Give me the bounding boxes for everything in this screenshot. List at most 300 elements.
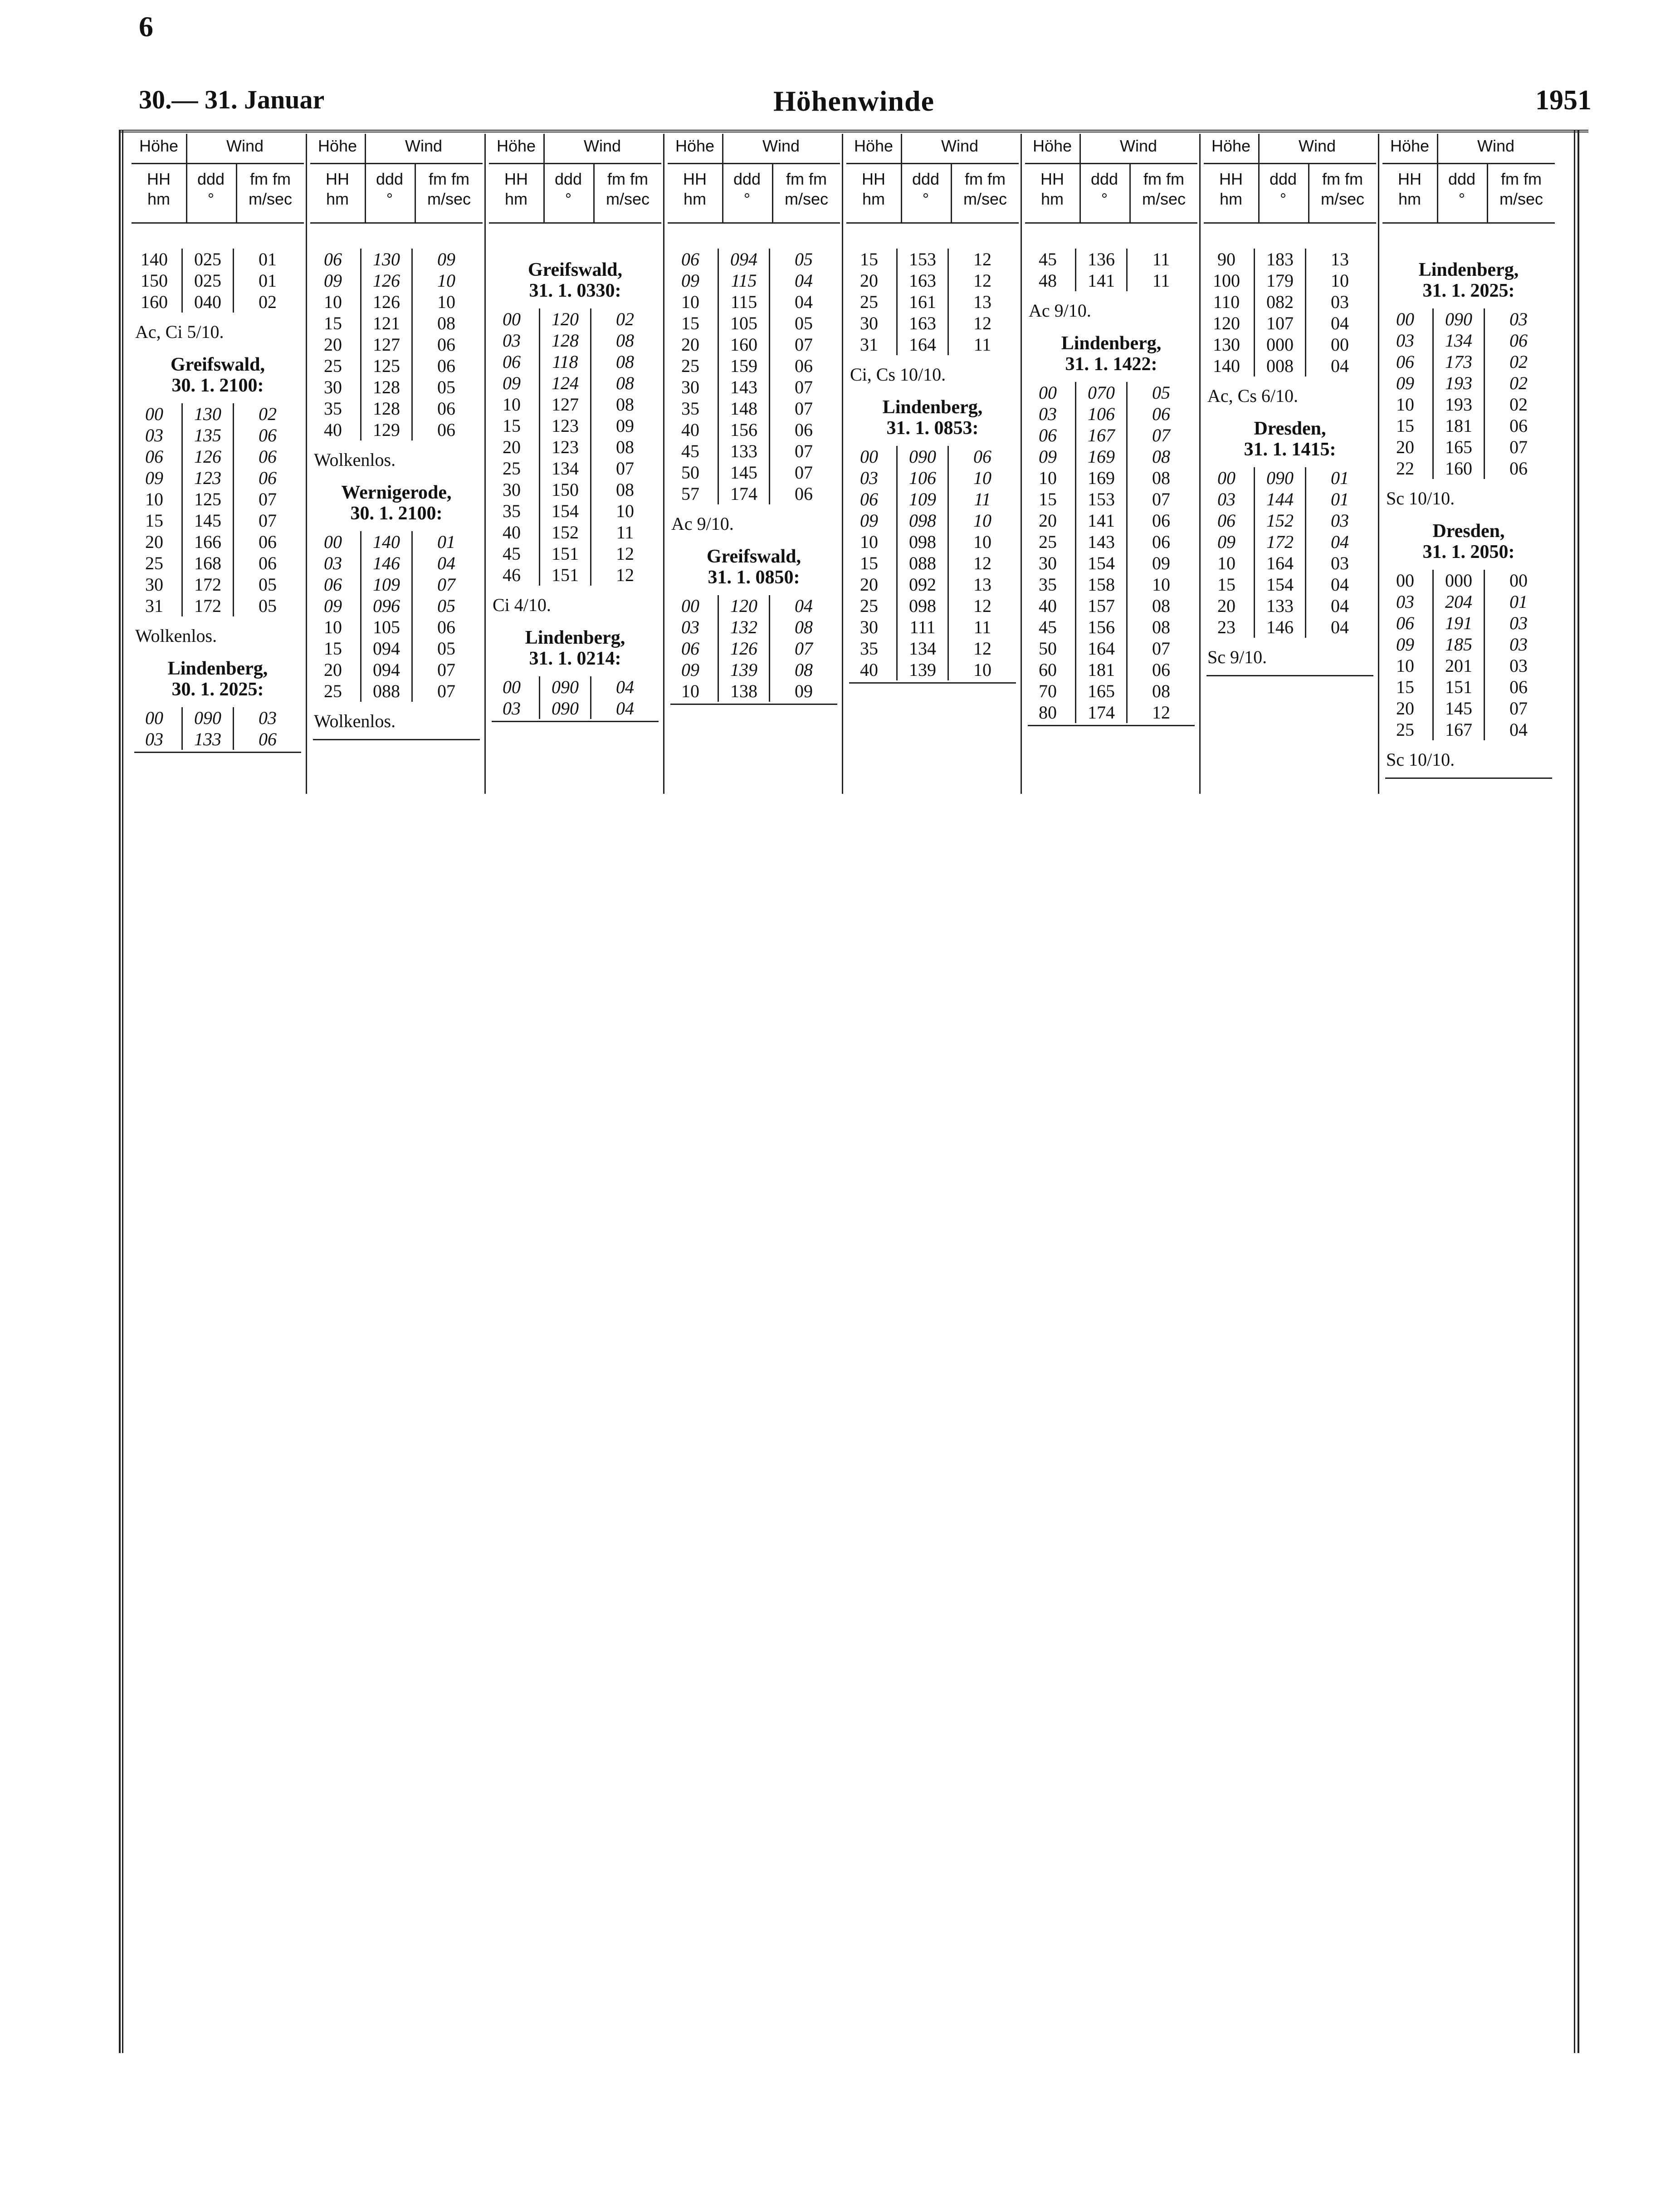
height-hm: 09 bbox=[503, 373, 521, 393]
column-header bbox=[489, 134, 661, 224]
direction-ddd: 109 bbox=[896, 489, 949, 510]
table-row bbox=[1382, 698, 1555, 719]
speed-msec: 03 bbox=[1331, 510, 1349, 531]
speed-msec: 08 bbox=[1152, 446, 1170, 467]
station-time: 31. 1. 0850: bbox=[708, 567, 800, 588]
speed-msec: 08 bbox=[616, 437, 634, 457]
speed-msec: 04 bbox=[1509, 719, 1528, 740]
header-divider bbox=[365, 134, 366, 222]
height-hm: 15 bbox=[1039, 489, 1057, 509]
direction-ddd: 153 bbox=[896, 249, 949, 270]
direction-ddd: 152 bbox=[1254, 510, 1306, 531]
direction-ddd: 106 bbox=[896, 467, 949, 489]
speed-msec: 06 bbox=[259, 425, 277, 445]
table-row bbox=[1025, 574, 1197, 595]
direction-ddd: 133 bbox=[718, 440, 770, 462]
height-hm: 03 bbox=[503, 698, 521, 719]
table-row bbox=[310, 313, 483, 334]
direction-ddd: 092 bbox=[896, 574, 949, 595]
direction-ddd: 125 bbox=[181, 489, 234, 510]
height-hm: 06 bbox=[145, 446, 163, 467]
header-fm bbox=[773, 169, 840, 209]
header-fm bbox=[1130, 169, 1197, 209]
cloud-note: Sc 9/10. bbox=[1207, 647, 1267, 667]
cloud-note: Ci, Cs 10/10. bbox=[850, 364, 946, 385]
height-hm: 22 bbox=[1396, 458, 1414, 479]
height-hm: 48 bbox=[1039, 270, 1057, 291]
height-hm: 10 bbox=[1039, 468, 1057, 488]
table-row bbox=[1382, 308, 1555, 330]
table-row bbox=[846, 531, 1019, 552]
height-hm: 45 bbox=[1039, 617, 1057, 637]
height-hm: 120 bbox=[1213, 313, 1240, 333]
height-hm: 20 bbox=[1039, 510, 1057, 531]
table-column bbox=[489, 134, 661, 796]
header-fm bbox=[1488, 169, 1555, 209]
speed-msec: 07 bbox=[1509, 698, 1528, 719]
header-divider bbox=[1204, 163, 1376, 164]
speed-msec: 05 bbox=[437, 377, 455, 397]
direction-ddd: 070 bbox=[1075, 382, 1128, 403]
station-name: Lindenberg, bbox=[167, 658, 268, 679]
header-hh bbox=[1382, 169, 1437, 209]
height-hm: 35 bbox=[1039, 574, 1057, 595]
direction-ddd: 130 bbox=[360, 249, 413, 270]
height-hm: 10 bbox=[1396, 655, 1414, 676]
height-hm: 20 bbox=[1396, 437, 1414, 457]
direction-ddd: 193 bbox=[1432, 372, 1485, 394]
table-row bbox=[846, 552, 1019, 574]
direction-ddd: 172 bbox=[181, 574, 234, 595]
speed-msec: 07 bbox=[437, 681, 455, 701]
speed-msec: 09 bbox=[616, 416, 634, 436]
column-end-rule bbox=[492, 721, 659, 722]
height-hm: 03 bbox=[145, 729, 163, 749]
header-degree-unit: ° bbox=[743, 190, 751, 208]
height-hm: 46 bbox=[503, 565, 521, 585]
height-hm: 25 bbox=[1396, 719, 1414, 740]
station-heading bbox=[132, 354, 304, 396]
direction-ddd: 123 bbox=[539, 415, 591, 436]
height-hm: 20 bbox=[503, 437, 521, 457]
table-frame-top bbox=[119, 130, 1588, 132]
speed-msec: 05 bbox=[259, 596, 277, 616]
header-hh bbox=[1025, 169, 1079, 209]
table-row bbox=[1025, 510, 1197, 531]
direction-ddd: 181 bbox=[1075, 659, 1128, 680]
header-ddd-label: ddd bbox=[376, 170, 404, 188]
header-ddd bbox=[722, 169, 772, 209]
column-end-rule bbox=[1028, 725, 1195, 726]
header-divider bbox=[772, 163, 773, 222]
height-hm: 25 bbox=[681, 356, 699, 376]
height-hm: 20 bbox=[1396, 698, 1414, 719]
table-row bbox=[1025, 489, 1197, 510]
speed-msec: 10 bbox=[437, 292, 455, 312]
speed-msec: 06 bbox=[437, 398, 455, 419]
table-row bbox=[310, 376, 483, 398]
direction-ddd: 123 bbox=[181, 467, 234, 489]
table-row bbox=[1204, 313, 1376, 334]
table-row bbox=[1204, 574, 1376, 595]
table-row bbox=[668, 638, 840, 659]
table-row bbox=[132, 249, 304, 270]
speed-msec: 04 bbox=[1331, 596, 1349, 616]
height-hm: 20 bbox=[681, 334, 699, 355]
table-frame-right bbox=[1574, 130, 1579, 2053]
header-fm bbox=[594, 169, 661, 209]
table-row bbox=[1025, 531, 1197, 552]
table-row bbox=[489, 676, 661, 698]
header-hm-unit: hm bbox=[862, 190, 885, 208]
header-ddd-label: ddd bbox=[1269, 170, 1297, 188]
table-column bbox=[1382, 134, 1555, 796]
header-divider bbox=[1487, 163, 1488, 222]
direction-ddd: 090 bbox=[1254, 467, 1306, 489]
header-divider bbox=[310, 163, 483, 164]
table-row bbox=[310, 355, 483, 376]
speed-msec: 06 bbox=[437, 617, 455, 637]
station-heading bbox=[489, 259, 661, 301]
speed-msec: 07 bbox=[259, 510, 277, 531]
height-hm: 110 bbox=[1213, 292, 1240, 312]
height-hm: 06 bbox=[1396, 352, 1414, 372]
table-row bbox=[1382, 676, 1555, 698]
direction-ddd: 127 bbox=[360, 334, 413, 355]
table-row bbox=[1204, 334, 1376, 355]
direction-ddd: 145 bbox=[181, 510, 234, 531]
direction-ddd: 082 bbox=[1254, 291, 1306, 313]
height-hm: 80 bbox=[1039, 702, 1057, 723]
table-row bbox=[132, 510, 304, 531]
table-row bbox=[1204, 595, 1376, 616]
cloud-note: Ac, Ci 5/10. bbox=[135, 322, 224, 342]
page-number: 6 bbox=[139, 10, 153, 43]
height-hm: 00 bbox=[503, 309, 521, 329]
direction-ddd: 151 bbox=[539, 564, 591, 586]
direction-ddd: 109 bbox=[360, 574, 413, 595]
height-hm: 30 bbox=[860, 313, 878, 333]
direction-ddd: 124 bbox=[539, 372, 591, 394]
direction-ddd: 156 bbox=[718, 419, 770, 440]
direction-ddd: 040 bbox=[181, 291, 234, 313]
table-row bbox=[1025, 702, 1197, 723]
speed-msec: 10 bbox=[973, 510, 991, 531]
direction-ddd: 151 bbox=[539, 543, 591, 564]
table-row bbox=[1382, 372, 1555, 394]
header-msec-unit: m/sec bbox=[784, 190, 828, 208]
direction-ddd: 160 bbox=[718, 334, 770, 355]
speed-msec: 03 bbox=[1509, 634, 1528, 655]
header-hh-label: HH bbox=[862, 170, 885, 188]
direction-ddd: 141 bbox=[1075, 270, 1128, 291]
header-hoehe: Höhe bbox=[1390, 137, 1430, 155]
speed-msec: 06 bbox=[1509, 416, 1528, 436]
header-hh-label: HH bbox=[1398, 170, 1421, 188]
header-degree-unit: ° bbox=[565, 190, 572, 208]
column-body bbox=[846, 224, 1019, 684]
height-hm: 20 bbox=[145, 532, 163, 552]
header-ddd-label: ddd bbox=[1448, 170, 1476, 188]
direction-ddd: 130 bbox=[181, 403, 234, 425]
speed-msec: 06 bbox=[437, 334, 455, 355]
height-hm: 09 bbox=[860, 510, 878, 531]
table-row bbox=[668, 419, 840, 440]
height-hm: 00 bbox=[145, 708, 163, 728]
station-name: Lindenberg, bbox=[882, 397, 983, 418]
header-msec-unit: m/sec bbox=[248, 190, 292, 208]
header-divider bbox=[846, 163, 1019, 164]
speed-msec: 01 bbox=[259, 249, 277, 269]
table-row bbox=[489, 436, 661, 458]
speed-msec: 12 bbox=[1152, 702, 1170, 723]
table-row bbox=[489, 415, 661, 436]
speed-msec: 07 bbox=[616, 458, 634, 479]
direction-ddd: 133 bbox=[181, 729, 234, 750]
direction-ddd: 088 bbox=[360, 680, 413, 702]
table-row bbox=[1382, 458, 1555, 479]
station-heading bbox=[1204, 418, 1376, 460]
direction-ddd: 134 bbox=[539, 458, 591, 479]
table-row bbox=[132, 291, 304, 313]
height-hm: 20 bbox=[324, 660, 342, 680]
table-row bbox=[1025, 403, 1197, 425]
speed-msec: 04 bbox=[795, 292, 813, 312]
direction-ddd: 121 bbox=[360, 313, 413, 334]
speed-msec: 07 bbox=[1152, 425, 1170, 445]
speed-msec: 08 bbox=[616, 479, 634, 500]
year: 1951 bbox=[1535, 85, 1592, 116]
direction-ddd: 173 bbox=[1432, 351, 1485, 372]
speed-msec: 02 bbox=[1509, 352, 1528, 372]
header-hoehe: Höhe bbox=[1032, 137, 1072, 155]
header-degree-unit: ° bbox=[386, 190, 393, 208]
height-hm: 40 bbox=[503, 522, 521, 543]
table-row bbox=[668, 616, 840, 638]
column-body bbox=[489, 224, 661, 722]
header-hoehe: Höhe bbox=[675, 137, 715, 155]
height-hm: 09 bbox=[1217, 532, 1236, 552]
height-hm: 150 bbox=[141, 270, 168, 291]
column-header bbox=[132, 134, 304, 224]
speed-msec: 03 bbox=[1331, 553, 1349, 573]
speed-msec: 06 bbox=[1152, 404, 1170, 424]
direction-ddd: 154 bbox=[539, 500, 591, 522]
speed-msec: 07 bbox=[795, 638, 813, 659]
table-row bbox=[489, 500, 661, 522]
height-hm: 30 bbox=[860, 617, 878, 637]
speed-msec: 07 bbox=[795, 334, 813, 355]
column-body bbox=[1382, 224, 1555, 779]
header-ddd bbox=[901, 169, 951, 209]
direction-ddd: 164 bbox=[1254, 552, 1306, 574]
table-row bbox=[310, 419, 483, 440]
speed-msec: 11 bbox=[973, 617, 991, 637]
direction-ddd: 132 bbox=[718, 616, 770, 638]
speed-msec: 00 bbox=[1509, 570, 1528, 591]
column-header bbox=[1025, 134, 1197, 224]
header-ddd-label: ddd bbox=[554, 170, 582, 188]
station-time: 31. 1. 0330: bbox=[529, 280, 621, 301]
header-wind: Wind bbox=[941, 137, 979, 155]
height-hm: 06 bbox=[681, 638, 699, 659]
height-hm: 09 bbox=[1396, 373, 1414, 393]
height-hm: 09 bbox=[1039, 446, 1057, 467]
speed-msec: 06 bbox=[437, 420, 455, 440]
height-hm: 10 bbox=[503, 394, 521, 415]
header-fm-label: fm fm bbox=[607, 170, 648, 188]
header-fm bbox=[952, 169, 1019, 209]
station-heading bbox=[1382, 259, 1555, 301]
direction-ddd: 090 bbox=[1432, 308, 1485, 330]
column-separator bbox=[306, 134, 307, 794]
speed-msec: 02 bbox=[259, 292, 277, 312]
header-hm-unit: hm bbox=[147, 190, 170, 208]
height-hm: 30 bbox=[681, 377, 699, 397]
height-hm: 50 bbox=[681, 462, 699, 483]
table-row bbox=[846, 446, 1019, 467]
height-hm: 90 bbox=[1217, 249, 1236, 269]
header-divider bbox=[132, 163, 304, 164]
direction-ddd: 126 bbox=[718, 638, 770, 659]
direction-ddd: 204 bbox=[1432, 591, 1485, 612]
column-end-rule bbox=[1385, 777, 1552, 779]
table-column bbox=[1025, 134, 1197, 796]
speed-msec: 04 bbox=[1331, 574, 1349, 595]
height-hm: 03 bbox=[1217, 489, 1236, 509]
height-hm: 10 bbox=[324, 617, 342, 637]
height-hm: 25 bbox=[324, 681, 342, 701]
height-hm: 15 bbox=[1396, 677, 1414, 697]
height-hm: 25 bbox=[860, 292, 878, 312]
station-name: Lindenberg, bbox=[525, 627, 625, 648]
table-row bbox=[1382, 591, 1555, 612]
height-hm: 15 bbox=[860, 249, 878, 269]
speed-msec: 08 bbox=[1152, 681, 1170, 701]
direction-ddd: 143 bbox=[718, 376, 770, 398]
speed-msec: 06 bbox=[259, 446, 277, 467]
header-ddd-label: ddd bbox=[912, 170, 940, 188]
header-ddd bbox=[543, 169, 593, 209]
table-row bbox=[846, 467, 1019, 489]
height-hm: 15 bbox=[324, 313, 342, 333]
table-row bbox=[132, 595, 304, 616]
header-degree-unit: ° bbox=[1280, 190, 1287, 208]
header-divider bbox=[1258, 134, 1260, 222]
direction-ddd: 174 bbox=[1075, 702, 1128, 723]
direction-ddd: 105 bbox=[718, 313, 770, 334]
header-wind: Wind bbox=[226, 137, 264, 155]
column-header bbox=[668, 134, 840, 224]
height-hm: 06 bbox=[860, 489, 878, 509]
speed-msec: 04 bbox=[795, 596, 813, 616]
header-wind: Wind bbox=[1477, 137, 1515, 155]
station-time: 31. 1. 0214: bbox=[529, 648, 621, 669]
cloud-note: Ci 4/10. bbox=[493, 595, 551, 615]
height-hm: 57 bbox=[681, 484, 699, 504]
direction-ddd: 135 bbox=[181, 425, 234, 446]
header-msec-unit: m/sec bbox=[606, 190, 650, 208]
date-range: 30.— 31. Januar bbox=[139, 85, 325, 114]
direction-ddd: 090 bbox=[539, 698, 591, 719]
table-row bbox=[668, 680, 840, 702]
speed-msec: 06 bbox=[259, 532, 277, 552]
direction-ddd: 193 bbox=[1432, 394, 1485, 415]
table-row bbox=[1204, 249, 1376, 270]
height-hm: 25 bbox=[324, 356, 342, 376]
height-hm: 10 bbox=[681, 681, 699, 701]
direction-ddd: 146 bbox=[360, 552, 413, 574]
height-hm: 25 bbox=[1039, 532, 1057, 552]
height-hm: 00 bbox=[1396, 570, 1414, 591]
direction-ddd: 126 bbox=[360, 291, 413, 313]
header-divider bbox=[236, 163, 237, 222]
table-row bbox=[310, 291, 483, 313]
direction-ddd: 098 bbox=[896, 510, 949, 531]
height-hm: 00 bbox=[145, 404, 163, 424]
direction-ddd: 169 bbox=[1075, 467, 1128, 489]
height-hm: 09 bbox=[145, 468, 163, 488]
column-header bbox=[1204, 134, 1376, 224]
speed-msec: 07 bbox=[437, 574, 455, 595]
direction-ddd: 167 bbox=[1432, 719, 1485, 740]
height-hm: 09 bbox=[324, 596, 342, 616]
table-row bbox=[489, 564, 661, 586]
speed-msec: 09 bbox=[795, 681, 813, 701]
height-hm: 06 bbox=[324, 574, 342, 595]
height-hm: 31 bbox=[860, 334, 878, 355]
direction-ddd: 141 bbox=[1075, 510, 1128, 531]
station-name: Dresden, bbox=[1432, 521, 1505, 542]
direction-ddd: 143 bbox=[1075, 531, 1128, 552]
table-row bbox=[132, 552, 304, 574]
column-header bbox=[1382, 134, 1555, 224]
direction-ddd: 183 bbox=[1254, 249, 1306, 270]
height-hm: 20 bbox=[324, 334, 342, 355]
speed-msec: 06 bbox=[1152, 510, 1170, 531]
station-time: 31. 1. 1422: bbox=[1065, 354, 1157, 375]
direction-ddd: 090 bbox=[181, 707, 234, 729]
station-heading bbox=[489, 627, 661, 669]
height-hm: 140 bbox=[141, 249, 168, 269]
height-hm: 160 bbox=[141, 292, 168, 312]
speed-msec: 08 bbox=[616, 373, 634, 393]
height-hm: 30 bbox=[503, 479, 521, 500]
direction-ddd: 160 bbox=[1432, 458, 1485, 479]
height-hm: 20 bbox=[860, 574, 878, 595]
table-row bbox=[1204, 467, 1376, 489]
height-hm: 40 bbox=[324, 420, 342, 440]
header-degree-unit: ° bbox=[1101, 190, 1108, 208]
height-hm: 15 bbox=[860, 553, 878, 573]
table-row bbox=[1025, 680, 1197, 702]
header-hh-label: HH bbox=[504, 170, 528, 188]
direction-ddd: 107 bbox=[1254, 313, 1306, 334]
direction-ddd: 128 bbox=[360, 376, 413, 398]
table-row bbox=[310, 270, 483, 291]
height-hm: 45 bbox=[503, 543, 521, 564]
direction-ddd: 139 bbox=[718, 659, 770, 680]
table-row bbox=[1204, 270, 1376, 291]
speed-msec: 04 bbox=[437, 553, 455, 573]
height-hm: 15 bbox=[145, 510, 163, 531]
speed-msec: 06 bbox=[259, 729, 277, 749]
speed-msec: 06 bbox=[795, 420, 813, 440]
header-ddd-label: ddd bbox=[1090, 170, 1118, 188]
height-hm: 03 bbox=[324, 553, 342, 573]
table-row bbox=[1204, 552, 1376, 574]
height-hm: 15 bbox=[503, 416, 521, 436]
